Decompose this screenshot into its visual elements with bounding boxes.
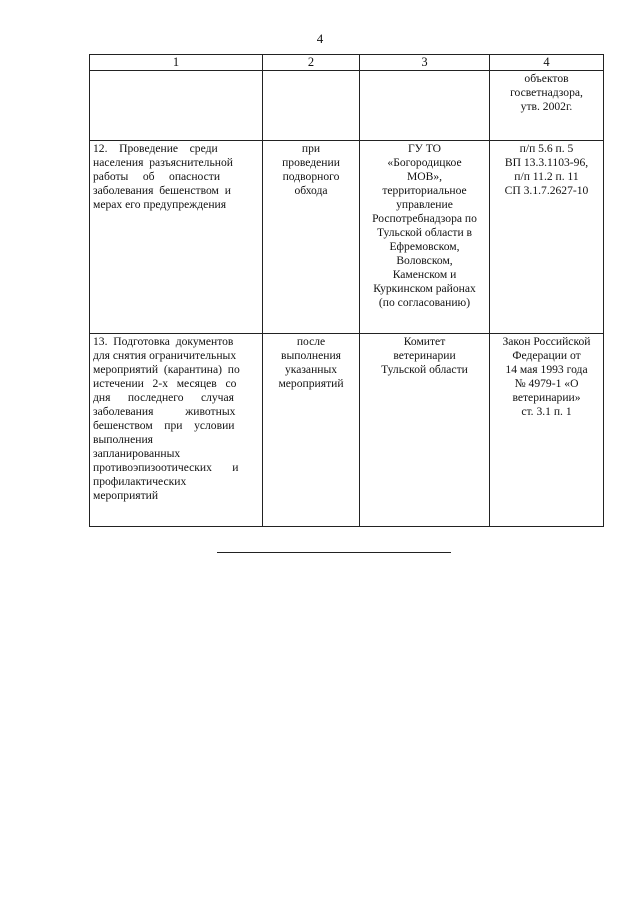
cell-text-line: выполнения (281, 349, 341, 362)
cell-text-line: запланированных (93, 447, 181, 460)
cell-text-line: 13. Подготовка документов (93, 335, 234, 348)
cell-text-line: ВП 13.3.1103-96, (504, 156, 589, 169)
table-row (90, 334, 604, 527)
column-header-4: 4 (490, 55, 604, 71)
cell-text-line: мероприятий (карантина) по (93, 363, 240, 376)
table-row (90, 141, 604, 334)
cell-text-line: МОВ», (406, 170, 443, 183)
legal-basis-cell (490, 71, 604, 141)
cell-text-line: Куркинском районах (373, 282, 476, 295)
legal-basis-cell (490, 141, 604, 334)
timing-cell (263, 141, 360, 334)
table-header-row (90, 55, 604, 71)
column-header-2: 2 (263, 55, 360, 71)
timing-cell (263, 71, 360, 141)
measures-table (89, 54, 604, 527)
cell-text-line: Комитет (403, 335, 446, 348)
cell-text-line: для снятия ограничительных (93, 349, 237, 362)
cell-text-line: п/п 5.6 п. 5 (519, 142, 574, 155)
cell-text-line: Воловском, (396, 254, 453, 267)
cell-text-line: ГУ ТО (407, 142, 442, 155)
responsible-cell (360, 141, 490, 334)
cell-text-line: противоэпизоотических и (93, 461, 239, 474)
cell-text-line: Тульской области в (376, 226, 473, 239)
cell-text-line: Ефремовском, (389, 240, 460, 253)
cell-text-line: заболевания бешенством и (93, 184, 231, 197)
cell-text-line: СП 3.1.7.2627-10 (504, 184, 589, 197)
table-row (90, 71, 604, 141)
cell-text-line: населения разъяснительной (93, 156, 233, 169)
cell-text-line: выполнения (93, 433, 153, 446)
cell-text-line: бешенством при условии (93, 419, 235, 432)
cell-text-line: Роспотребнадзора по (372, 212, 477, 225)
page-number: 4 (316, 31, 324, 46)
cell-text-line: Каменском и (392, 268, 457, 281)
cell-text-line: истечении 2-х месяцев со (93, 377, 237, 390)
measure-cell (90, 71, 263, 141)
cell-text-line: при (301, 142, 321, 155)
cell-text-line: мерах его предупреждения (93, 198, 227, 211)
column-header-1: 1 (90, 55, 263, 71)
measure-cell (90, 334, 263, 527)
cell-text-line: ветеринарии (393, 349, 456, 362)
cell-text-line: п/п 11.2 п. 11 (514, 170, 579, 183)
cell-text-line: утв. 2002г. (520, 100, 573, 113)
cell-text-line: обхода (294, 184, 328, 197)
responsible-cell (360, 71, 490, 141)
cell-text-line: ветеринарии» (512, 391, 581, 404)
column-header-3: 3 (360, 55, 490, 71)
cell-text-line: № 4979-1 «О (514, 377, 579, 390)
cell-text-line: ст. 3.1 п. 1 (521, 405, 572, 418)
cell-text-line: 14 мая 1993 года (505, 363, 588, 376)
legal-basis-cell (490, 334, 604, 527)
cell-text-line: госветнадзора, (510, 86, 583, 99)
cell-text-line: территориальное (382, 184, 467, 197)
cell-text-line: управление (396, 198, 453, 211)
cell-text-line: проведении (282, 156, 340, 169)
measure-cell (90, 141, 263, 334)
cell-text-line: подворного (282, 170, 340, 183)
cell-text-line: «Богородицкое (387, 156, 462, 169)
cell-text-line: 12. Проведение среди (93, 142, 218, 155)
cell-text-line: мероприятий (278, 377, 344, 390)
cell-text-line: Закон Российской (502, 335, 591, 348)
cell-text-line: профилактических (93, 475, 187, 488)
cell-text-line: после (296, 335, 326, 348)
responsible-cell (360, 334, 490, 527)
cell-text-line: указанных (284, 363, 338, 376)
timing-cell (263, 334, 360, 527)
cell-text-line: заболевания животных (93, 405, 236, 418)
cell-text-line: (по согласованию) (378, 296, 471, 309)
cell-text-line: Тульской области (381, 363, 468, 376)
cell-text-line: мероприятий (93, 489, 159, 502)
cell-text-line: работы об опасности (93, 170, 221, 183)
cell-text-line: Федерации от (512, 349, 581, 362)
closing-rule (217, 552, 451, 553)
cell-text-line: дня последнего случая (93, 391, 234, 404)
cell-text-line: объектов (524, 72, 569, 85)
